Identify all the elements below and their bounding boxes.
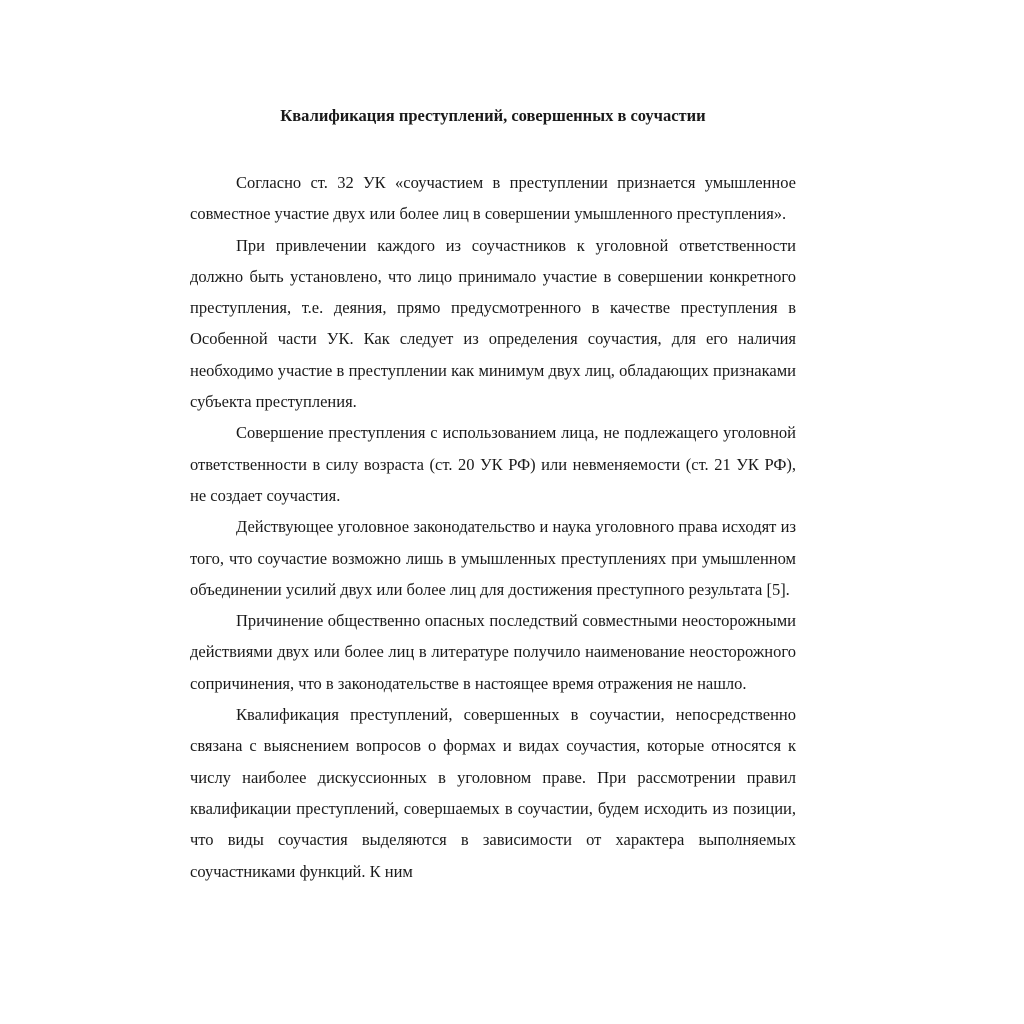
document-title: Квалификация преступлений, совершенных в соучастии: [280, 106, 706, 125]
paragraph: При привлечении каждого из соучастников к уголовной ответственности должно быть установлено, что лицо принимало участие в совершении конкретного преступления, т.е. деяния, прямо предусмотренного в качестве преступления в Особенной части УК. Как следует из определения соучастия, для его наличия необходимо участие в преступлении как минимум двух лиц, обладающих признаками субъекта преступления.: [190, 235, 796, 412]
paragraph: Совершение преступления с использованием лица, не подлежащего уголовной ответственности в силу возраста (ст. 20 УК РФ) или невменяемости (ст. 21 УК РФ), не создает соучастия.: [190, 423, 796, 505]
document-body: [190, 167, 796, 887]
paragraph: Причинение общественно опасных последствий совместными неосторожными действиями двух или более лиц в литературе получило наименование неосторожного сопричинения, что в законодательстве в настоящее время отражения не нашло.: [190, 611, 796, 693]
paragraph: Согласно ст. 32 УК «соучастием в преступлении признается умышленное совместное участие двух или более лиц в совершении умышленного преступления».: [190, 173, 796, 224]
paragraph: Действующее уголовное законодательство и наука уголовного права исходят из того, что соучастие возможно лишь в умышленных преступлениях при умышленном объединении усилий двух или более лиц для достижения преступного результата [5].: [190, 517, 796, 599]
paragraph: Квалификация преступлений, совершенных в соучастии, непосредственно связана с выяснением вопросов о формах и видах соучастия, которые относятся к числу наиболее дискуссионных в уголовном праве. При рассмотрении правил квалификации преступлений, совершаемых в соучастии, будем исходить из позиции, что виды соучастия выделяются в зависимости от характера выполняемых соучастниками функций. К ним: [190, 705, 796, 881]
